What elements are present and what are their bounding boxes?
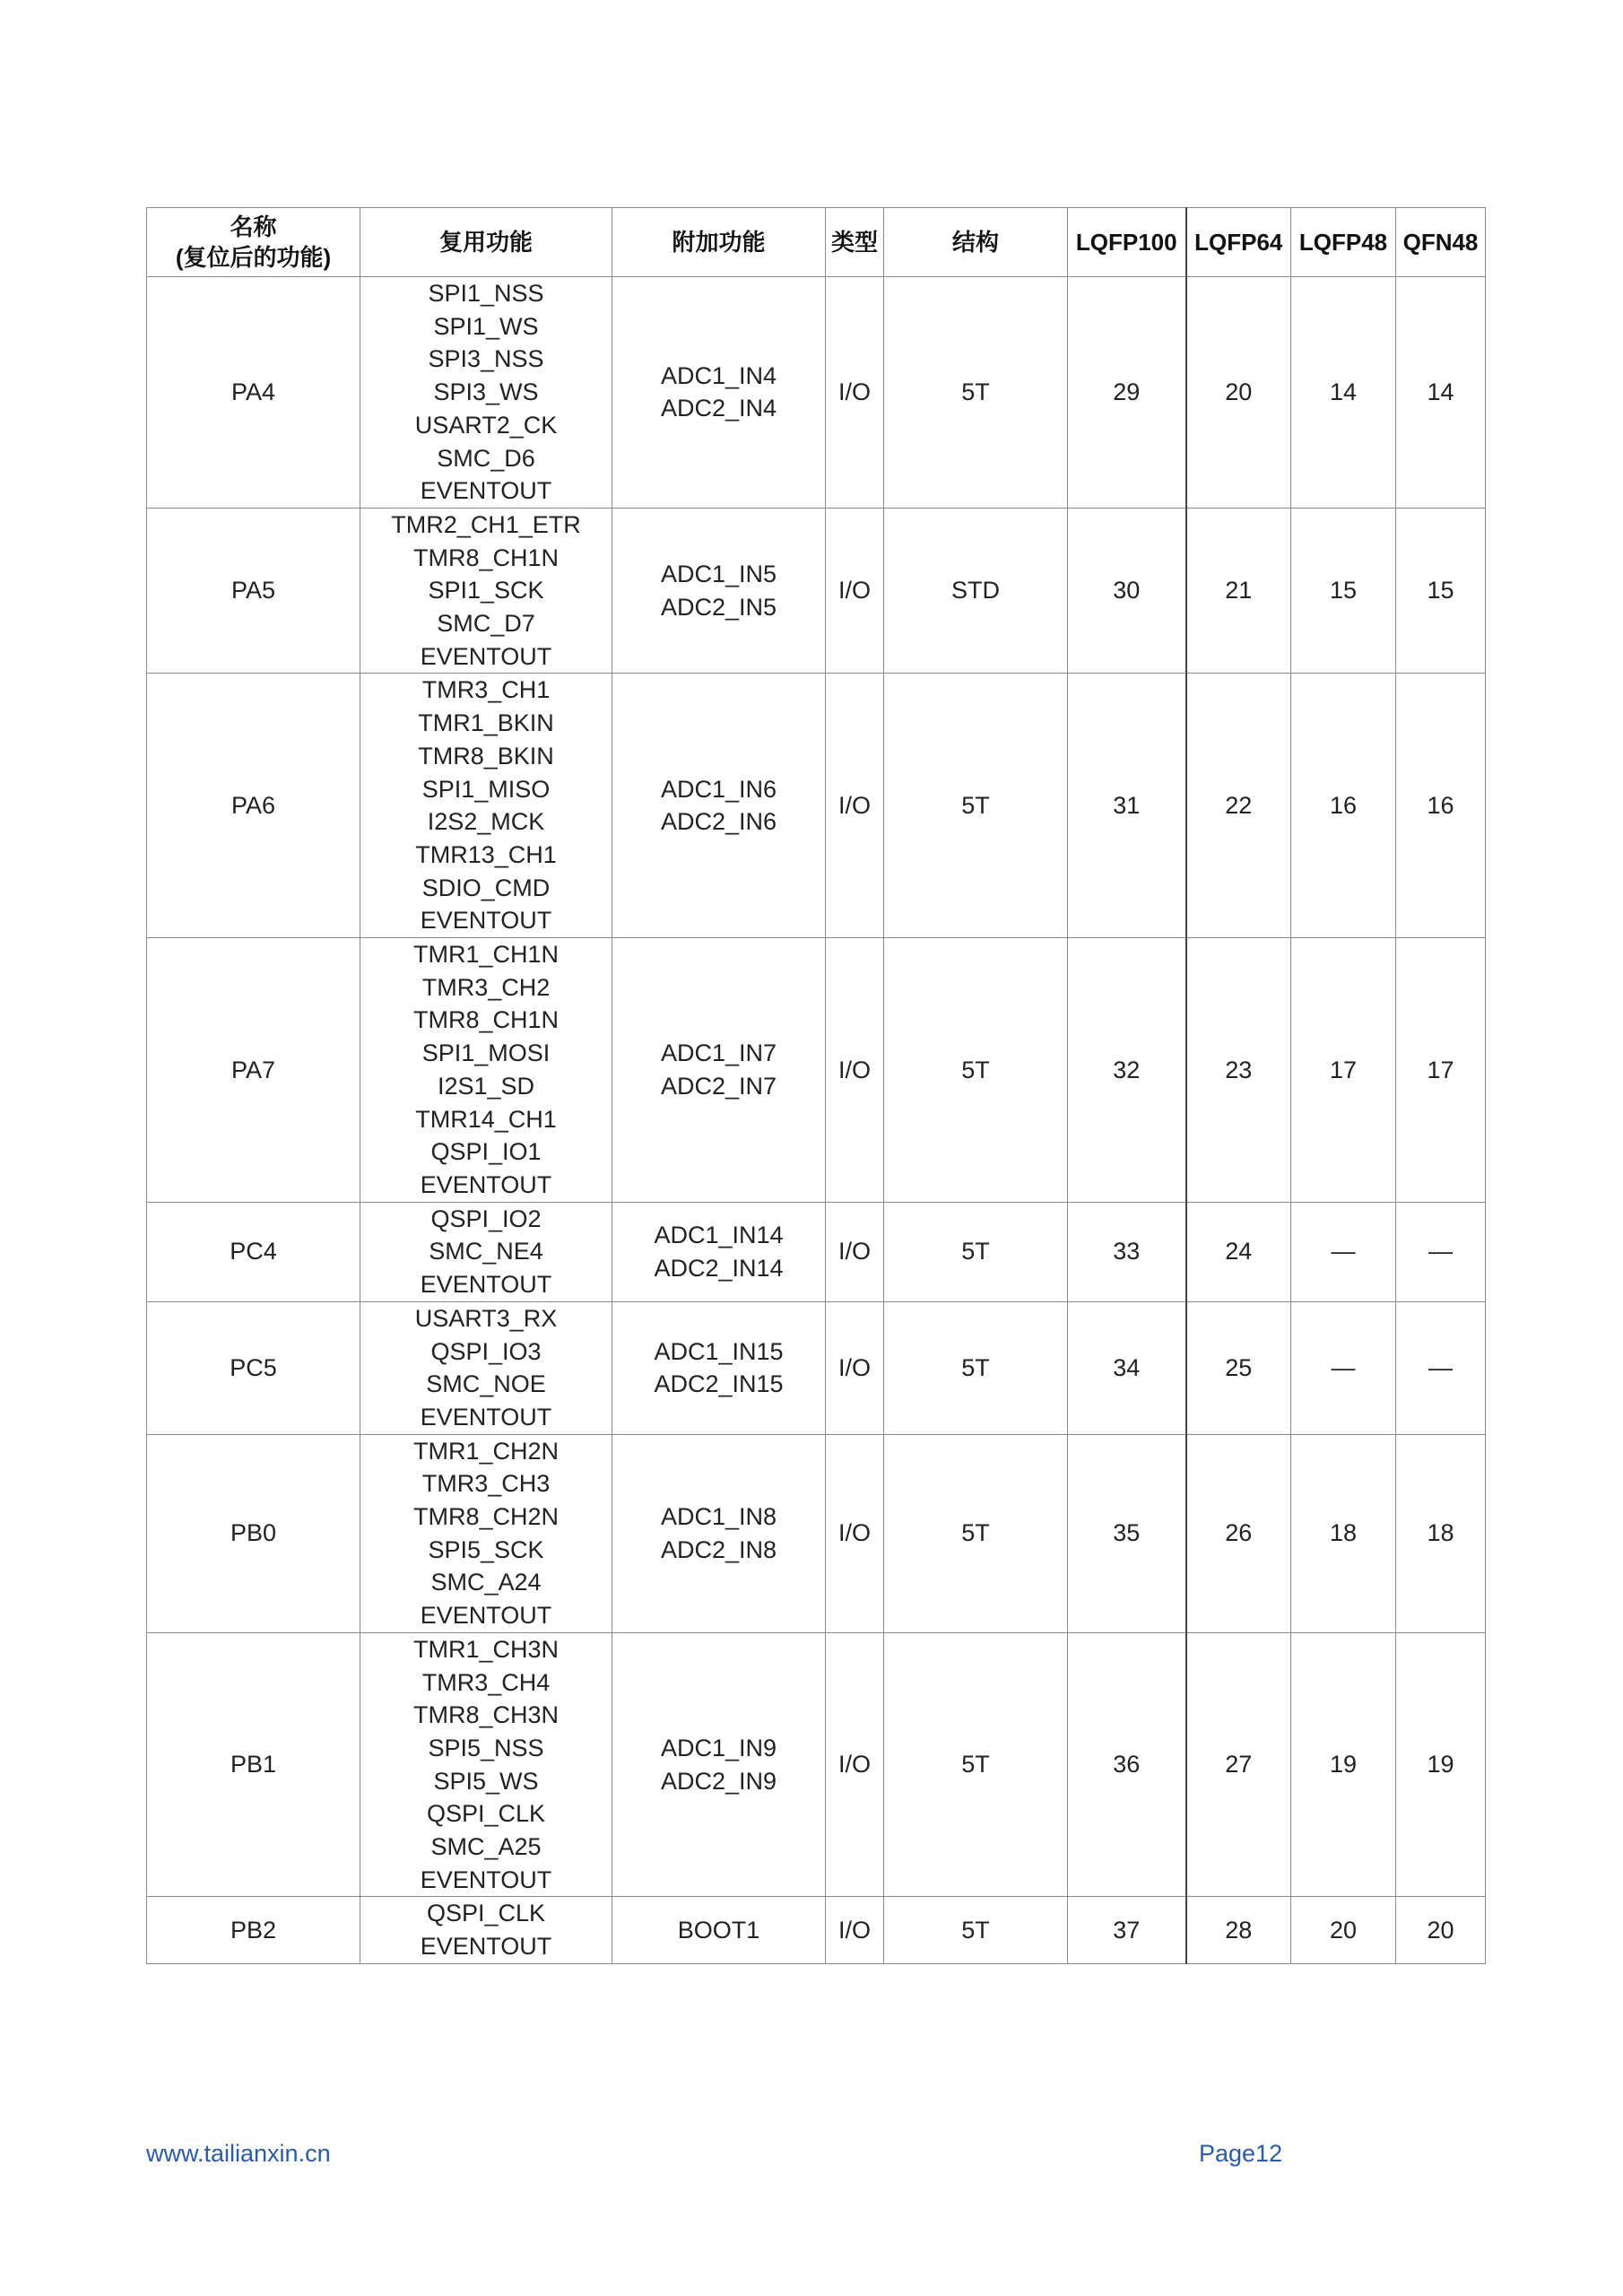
table-row xyxy=(147,1202,1486,1301)
cell-lqfp64: 22 xyxy=(1186,674,1291,938)
table-row xyxy=(147,1632,1486,1897)
cell-type: I/O xyxy=(826,938,884,1203)
cell-additional-functions xyxy=(612,1202,826,1301)
cell-pin-name: PA5 xyxy=(147,508,360,674)
cell-alt-functions-line: QSPI_IO1 xyxy=(430,1138,542,1166)
cell-alt-functions xyxy=(360,508,612,674)
cell-type: I/O xyxy=(826,277,884,509)
cell-alt-functions-line: SPI5_WS xyxy=(433,1767,539,1795)
cell-alt-functions-line: TMR8_CH1N xyxy=(412,544,560,571)
cell-qfn48: 19 xyxy=(1396,1632,1486,1897)
cell-additional-functions xyxy=(612,1301,826,1434)
cell-qfn48: 20 xyxy=(1396,1897,1486,1963)
header-name xyxy=(147,208,360,277)
header-type: 类型 xyxy=(826,208,884,277)
cell-alt-functions-line: TMR3_CH2 xyxy=(421,973,551,1001)
cell-pin-name: PB1 xyxy=(147,1632,360,1897)
cell-type: I/O xyxy=(826,1632,884,1897)
cell-pin-name: PA7 xyxy=(147,938,360,1203)
cell-lqfp64: 26 xyxy=(1186,1434,1291,1632)
cell-additional-functions-line: ADC1_IN6 xyxy=(660,775,777,803)
cell-pin-name: PA4 xyxy=(147,277,360,509)
cell-additional-functions xyxy=(612,1434,826,1632)
cell-alt-functions-line: SMC_NOE xyxy=(426,1370,546,1398)
cell-alt-functions-line: USART2_CK xyxy=(414,411,558,439)
cell-additional-functions-line: ADC1_IN15 xyxy=(654,1337,784,1365)
cell-alt-functions-line: SMC_D7 xyxy=(437,610,535,638)
cell-alt-functions-line: QSPI_IO2 xyxy=(430,1205,542,1232)
cell-structure: 5T xyxy=(884,1301,1068,1434)
table-row xyxy=(147,508,1486,674)
cell-alt-functions-line: TMR3_CH4 xyxy=(421,1668,551,1696)
cell-alt-functions-line: TMR13_CH1 xyxy=(415,840,557,868)
cell-alt-functions-line: QSPI_IO3 xyxy=(430,1337,542,1365)
cell-lqfp48: 16 xyxy=(1291,674,1396,938)
cell-alt-functions xyxy=(360,938,612,1203)
cell-alt-functions-line: QSPI_CLK xyxy=(426,1900,546,1927)
header-qfn48: QFN48 xyxy=(1396,208,1486,277)
cell-alt-functions-line: TMR1_CH1N xyxy=(412,941,560,969)
cell-additional-functions-line: ADC2_IN15 xyxy=(654,1370,784,1398)
cell-lqfp48: 18 xyxy=(1291,1434,1396,1632)
cell-alt-functions-line: I2S2_MCK xyxy=(427,808,545,836)
cell-lqfp48: 20 xyxy=(1291,1897,1396,1963)
cell-alt-functions-line: TMR3_CH3 xyxy=(421,1470,551,1498)
table-row xyxy=(147,1301,1486,1434)
cell-lqfp64: 21 xyxy=(1186,508,1291,674)
cell-type: I/O xyxy=(826,1897,884,1963)
footer-page-number: Page12 xyxy=(1199,2140,1283,2167)
cell-type: I/O xyxy=(826,508,884,674)
cell-lqfp100: 34 xyxy=(1068,1301,1186,1434)
cell-alt-functions-line: USART3_RX xyxy=(414,1304,558,1332)
cell-lqfp64: 28 xyxy=(1186,1897,1291,1963)
cell-alt-functions-line: SMC_D6 xyxy=(437,444,535,472)
cell-structure: 5T xyxy=(884,277,1068,509)
cell-structure: 5T xyxy=(884,1434,1068,1632)
cell-alt-functions xyxy=(360,1632,612,1897)
cell-alt-functions-line: EVENTOUT xyxy=(420,1866,552,1893)
header-lqfp100: LQFP100 xyxy=(1068,208,1186,277)
header-add: 附加功能 xyxy=(612,208,826,277)
cell-additional-functions-line: ADC2_IN4 xyxy=(660,395,777,422)
cell-pin-name: PC5 xyxy=(147,1301,360,1434)
cell-qfn48: 17 xyxy=(1396,938,1486,1203)
cell-type: I/O xyxy=(826,674,884,938)
cell-lqfp64: 20 xyxy=(1186,277,1291,509)
cell-additional-functions-line: ADC1_IN5 xyxy=(660,560,777,587)
cell-alt-functions-line: TMR8_CH2N xyxy=(412,1503,560,1531)
cell-qfn48: 18 xyxy=(1396,1434,1486,1632)
cell-alt-functions-line: SPI3_WS xyxy=(433,378,539,406)
cell-lqfp48: 17 xyxy=(1291,938,1396,1203)
cell-alt-functions xyxy=(360,1434,612,1632)
cell-additional-functions-line: ADC2_IN14 xyxy=(654,1254,784,1282)
cell-alt-functions-line: EVENTOUT xyxy=(420,1403,552,1431)
cell-additional-functions-line: ADC1_IN14 xyxy=(654,1222,784,1249)
cell-alt-functions xyxy=(360,674,612,938)
cell-lqfp100: 35 xyxy=(1068,1434,1186,1632)
cell-additional-functions-line: ADC1_IN4 xyxy=(660,361,777,389)
cell-lqfp48: 19 xyxy=(1291,1632,1396,1897)
cell-alt-functions-line: QSPI_CLK xyxy=(426,1800,546,1828)
cell-alt-functions-line: TMR1_BKIN xyxy=(418,709,554,737)
cell-alt-functions-line: TMR8_CH1N xyxy=(412,1006,560,1034)
cell-alt-functions-line: EVENTOUT xyxy=(420,642,552,670)
cell-alt-functions-line: TMR1_CH3N xyxy=(412,1635,560,1663)
cell-alt-functions-line: EVENTOUT xyxy=(420,1602,552,1630)
cell-alt-functions-line: SPI1_SCK xyxy=(428,577,544,604)
cell-lqfp64: 25 xyxy=(1186,1301,1291,1434)
cell-lqfp64: 24 xyxy=(1186,1202,1291,1301)
cell-type: I/O xyxy=(826,1434,884,1632)
cell-pin-name: PB0 xyxy=(147,1434,360,1632)
table-row xyxy=(147,674,1486,938)
cell-lqfp48: 15 xyxy=(1291,508,1396,674)
cell-alt-functions-line: SPI1_MOSI xyxy=(421,1039,551,1067)
cell-additional-functions xyxy=(612,938,826,1203)
cell-additional-functions-line: BOOT1 xyxy=(677,1916,760,1944)
cell-lqfp48: — xyxy=(1291,1301,1396,1434)
cell-additional-functions xyxy=(612,1897,826,1963)
cell-qfn48: 15 xyxy=(1396,508,1486,674)
cell-alt-functions-line: EVENTOUT xyxy=(420,1933,552,1961)
cell-lqfp48: 14 xyxy=(1291,277,1396,509)
table-row xyxy=(147,277,1486,509)
cell-qfn48: — xyxy=(1396,1301,1486,1434)
table-header-row xyxy=(147,208,1486,277)
cell-structure: 5T xyxy=(884,938,1068,1203)
cell-alt-functions-line: SPI5_NSS xyxy=(428,1734,544,1761)
cell-type: I/O xyxy=(826,1301,884,1434)
header-name-line2: (复位后的功能) xyxy=(175,244,332,271)
cell-structure: 5T xyxy=(884,1632,1068,1897)
cell-qfn48: 16 xyxy=(1396,674,1486,938)
cell-additional-functions-line: ADC1_IN9 xyxy=(660,1734,777,1761)
cell-alt-functions-line: SPI1_MISO xyxy=(421,775,551,803)
cell-alt-functions-line: TMR2_CH1_ETR xyxy=(391,510,581,538)
cell-lqfp100: 32 xyxy=(1068,938,1186,1203)
table-row xyxy=(147,938,1486,1203)
cell-lqfp64: 27 xyxy=(1186,1632,1291,1897)
cell-lqfp64: 23 xyxy=(1186,938,1291,1203)
cell-qfn48: — xyxy=(1396,1202,1486,1301)
cell-lqfp100: 36 xyxy=(1068,1632,1186,1897)
cell-additional-functions xyxy=(612,508,826,674)
cell-alt-functions-line: SDIO_CMD xyxy=(421,874,551,901)
cell-alt-functions-line: SMC_NE4 xyxy=(429,1238,543,1265)
cell-additional-functions-line: ADC2_IN8 xyxy=(660,1535,777,1563)
cell-structure: 5T xyxy=(884,1897,1068,1963)
cell-alt-functions-line: EVENTOUT xyxy=(420,1271,552,1299)
cell-structure: 5T xyxy=(884,674,1068,938)
header-name-line1: 名称 xyxy=(230,213,277,240)
cell-alt-functions-line: EVENTOUT xyxy=(420,477,552,505)
cell-alt-functions-line: SMC_A25 xyxy=(430,1833,542,1861)
cell-structure: STD xyxy=(884,508,1068,674)
cell-alt-functions-line: SPI5_SCK xyxy=(428,1535,544,1563)
header-alt: 复用功能 xyxy=(360,208,612,277)
cell-alt-functions-line: SPI1_WS xyxy=(433,312,539,340)
cell-additional-functions-line: ADC2_IN6 xyxy=(660,808,777,836)
table-row xyxy=(147,1897,1486,1963)
table-body xyxy=(147,277,1486,1964)
cell-alt-functions-line: EVENTOUT xyxy=(420,907,552,935)
header-lqfp64: LQFP64 xyxy=(1186,208,1291,277)
cell-alt-functions-line: TMR8_CH3N xyxy=(412,1701,560,1729)
cell-lqfp48: — xyxy=(1291,1202,1396,1301)
cell-lqfp100: 29 xyxy=(1068,277,1186,509)
cell-alt-functions-line: SPI3_NSS xyxy=(428,345,544,373)
header-struct: 结构 xyxy=(884,208,1068,277)
footer-website-link[interactable]: www.tailianxin.cn xyxy=(146,2140,331,2167)
cell-additional-functions-line: ADC1_IN7 xyxy=(660,1039,777,1067)
cell-additional-functions xyxy=(612,277,826,509)
cell-additional-functions-line: ADC2_IN5 xyxy=(660,593,777,621)
cell-additional-functions xyxy=(612,1632,826,1897)
cell-alt-functions-line: TMR1_CH2N xyxy=(412,1437,560,1465)
header-lqfp48: LQFP48 xyxy=(1291,208,1396,277)
cell-type: I/O xyxy=(826,1202,884,1301)
table-row xyxy=(147,1434,1486,1632)
cell-alt-functions-line: TMR8_BKIN xyxy=(418,742,554,770)
cell-structure: 5T xyxy=(884,1202,1068,1301)
cell-additional-functions-line: ADC2_IN9 xyxy=(660,1767,777,1795)
cell-alt-functions-line: SMC_A24 xyxy=(430,1569,542,1596)
pin-definition-table xyxy=(146,207,1486,1964)
cell-pin-name: PC4 xyxy=(147,1202,360,1301)
cell-additional-functions-line: ADC1_IN8 xyxy=(660,1503,777,1531)
cell-alt-functions-line: EVENTOUT xyxy=(420,1170,552,1198)
cell-qfn48: 14 xyxy=(1396,277,1486,509)
cell-alt-functions-line: SPI1_NSS xyxy=(428,280,544,307)
cell-additional-functions-line: ADC2_IN7 xyxy=(660,1072,777,1100)
cell-alt-functions xyxy=(360,277,612,509)
cell-additional-functions xyxy=(612,674,826,938)
cell-alt-functions xyxy=(360,1202,612,1301)
cell-lqfp100: 30 xyxy=(1068,508,1186,674)
cell-lqfp100: 31 xyxy=(1068,674,1186,938)
cell-alt-functions xyxy=(360,1897,612,1963)
cell-alt-functions xyxy=(360,1301,612,1434)
cell-lqfp100: 37 xyxy=(1068,1897,1186,1963)
cell-alt-functions-line: I2S1_SD xyxy=(437,1072,535,1100)
cell-alt-functions-line: TMR3_CH1 xyxy=(421,676,551,704)
cell-pin-name: PA6 xyxy=(147,674,360,938)
cell-alt-functions-line: TMR14_CH1 xyxy=(415,1105,557,1133)
cell-lqfp100: 33 xyxy=(1068,1202,1186,1301)
cell-pin-name: PB2 xyxy=(147,1897,360,1963)
